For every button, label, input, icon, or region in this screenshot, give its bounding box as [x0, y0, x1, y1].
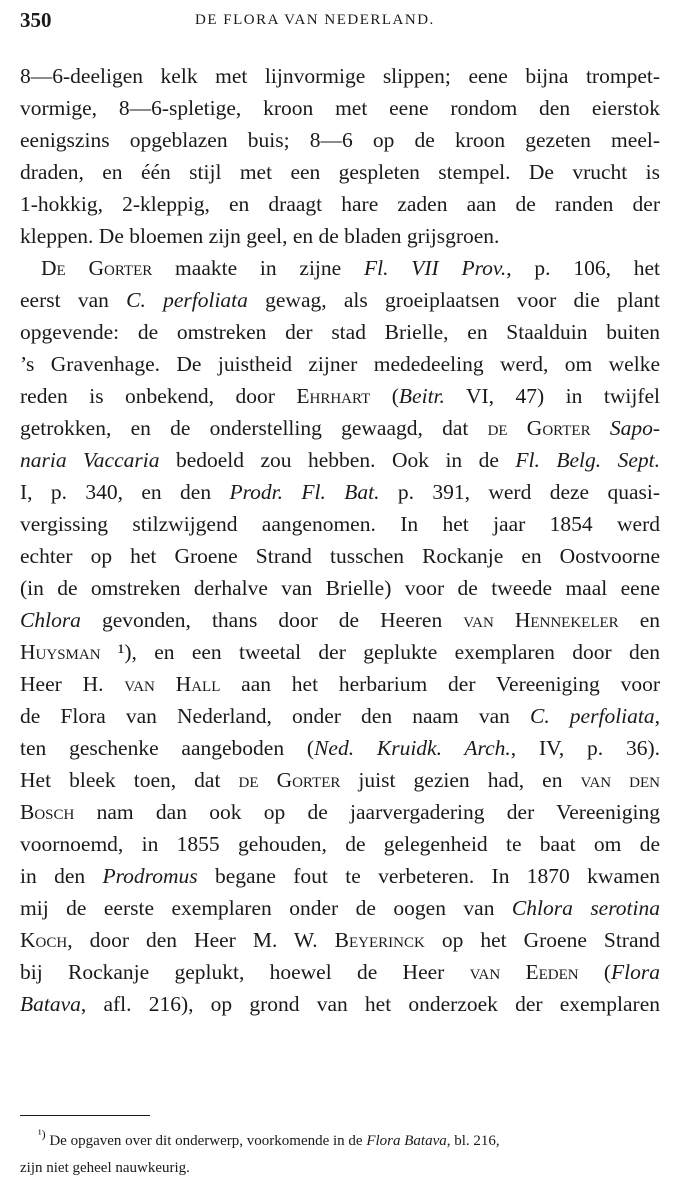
text-segment: (in de omstreken derhalve van Brielle) voor de tweede maal eene	[20, 576, 660, 600]
text-segment: nam dan ook op de jaarvergadering der Vereeniging	[74, 800, 660, 824]
italic-term: Prodromus	[102, 864, 198, 888]
text-segment: kleppen. De bloemen zijn geel, en de bladen grijsgroen.	[20, 224, 500, 248]
text-line	[20, 860, 660, 892]
text-segment: mij de eerste exemplaren onder de oogen van	[20, 896, 512, 920]
italic-term: C. perfoliata	[530, 704, 655, 728]
text-line	[20, 412, 660, 444]
small-caps-name: Koch	[20, 928, 68, 952]
text-line	[20, 124, 660, 156]
small-caps-name: van Eeden	[469, 960, 579, 984]
small-caps-name: Beyerinck	[334, 928, 425, 952]
text-segment: ten geschenke aangeboden (	[20, 736, 315, 760]
text-line	[20, 636, 660, 668]
text-segment: gevonden, thans door de Heeren	[80, 608, 464, 632]
italic-term: Chlora	[20, 608, 81, 632]
small-caps-name: De Gorter	[41, 256, 153, 280]
text-line	[20, 796, 660, 828]
italic-term: Chlora serotina	[511, 896, 660, 920]
small-caps-name: van den	[580, 768, 661, 792]
italic-term: C. perfoliata	[126, 288, 248, 312]
text-line	[20, 60, 660, 92]
text-segment: 1-hokkig, 2-kleppig, en draagt hare zaden aan de randen der	[20, 192, 660, 216]
italic-term: Beitr.	[398, 384, 445, 408]
small-caps-name: van Hall	[124, 672, 221, 696]
text-segment: getrokken, en de onderstelling gewaagd, dat	[20, 416, 488, 440]
text-segment: echter op het Groene Strand tusschen Rockanje en Oostvoorne	[20, 544, 660, 568]
text-line	[20, 572, 660, 604]
text-segment: voornoemd, in 1855 gehouden, de gelegenheid te baat om de	[20, 832, 660, 856]
text-line	[20, 540, 660, 572]
text-segment: maakte in zijne	[152, 256, 364, 280]
text-segment: gewag, als groeiplaatsen voor die plant	[247, 288, 660, 312]
small-caps-name: van Hennekeler	[463, 608, 619, 632]
text-segment: op het Groene Strand	[424, 928, 661, 952]
text-segment: vormige, 8—6-spletige, kroon met eene rondom den eierstok	[20, 96, 660, 120]
small-caps-name: de Gorter	[238, 768, 341, 792]
text-line	[20, 956, 660, 988]
text-segment: en	[618, 608, 660, 632]
text-segment: ,	[654, 704, 660, 728]
text-line	[20, 188, 660, 220]
text-segment: ’s Gravenhage. De juistheid zijner mededeeling werd, om welke	[20, 352, 660, 376]
footnote-marker: ¹)	[38, 1127, 46, 1141]
text-line	[20, 668, 660, 700]
text-line	[20, 444, 660, 476]
text-segment: draden, en één stijl met een gespleten stempel. De vrucht is	[20, 160, 660, 184]
text-segment: begane fout te verbeteren. In 1870 kwamen	[197, 864, 660, 888]
running-title: DE FLORA VAN NEDERLAND.	[195, 12, 435, 28]
small-caps-name: Huysman	[20, 640, 101, 664]
italic-term: Flora	[611, 960, 660, 984]
text-segment: opgevende: de omstreken der stad Brielle, en Staalduin buiten	[20, 320, 660, 344]
text-line	[20, 156, 660, 188]
text-line	[20, 828, 660, 860]
text-segment: VI, 47) in twijfel	[444, 384, 660, 408]
body-text	[20, 60, 660, 1020]
footnote-text: , bl. 216,	[446, 1133, 500, 1149]
text-segment: (	[578, 960, 612, 984]
text-line	[20, 476, 660, 508]
text-segment: juist gezien had, en	[340, 768, 581, 792]
text-line	[20, 764, 660, 796]
text-segment: p. 391, werd deze quasi-	[379, 480, 660, 504]
footnote-separator	[20, 1115, 150, 1116]
text-line	[20, 92, 660, 124]
footnote-line	[20, 1128, 668, 1155]
text-segment: 8—6-deeligen kelk met lijnvormige slippen; eene bijna trompet-	[20, 64, 660, 88]
text-segment: bij Rockanje geplukt, hoewel de Heer	[20, 960, 470, 984]
text-segment: aan het herbarium der Vereeniging voor	[220, 672, 660, 696]
text-segment: ¹), en een tweetal der geplukte exemplaren door den	[100, 640, 660, 664]
italic-term: Batava	[20, 992, 81, 1016]
text-segment: (	[370, 384, 399, 408]
text-segment: Het bleek toen, dat	[20, 768, 239, 792]
text-segment: de Flora van Nederland, onder den naam van	[20, 704, 530, 728]
text-line	[20, 220, 660, 252]
footnote-line	[20, 1155, 668, 1182]
text-line	[20, 316, 660, 348]
text-segment: I, p. 340, en den	[20, 480, 230, 504]
text-segment: , IV, p. 36).	[510, 736, 661, 760]
text-segment: Heer H.	[20, 672, 125, 696]
text-segment: reden is onbekend, door	[20, 384, 297, 408]
italic-term: Prodr. Fl. Bat.	[229, 480, 380, 504]
text-segment: , afl. 216), op grond van het onderzoek der exemplaren	[80, 992, 660, 1016]
text-segment: eenigszins opgeblazen buis; 8—6 op de kroon gezeten meel-	[20, 128, 660, 152]
italic-term: naria Vaccaria	[20, 448, 160, 472]
text-segment: , door den Heer M. W.	[67, 928, 335, 952]
italic-term: Fl. Belg. Sept.	[515, 448, 660, 472]
page-number: 350	[20, 8, 52, 32]
text-segment: in den	[20, 864, 103, 888]
footnotes	[20, 1128, 668, 1182]
footnote-text: zijn niet geheel nauwkeurig.	[20, 1160, 190, 1176]
small-caps-name: de Gorter	[487, 416, 591, 440]
text-line	[20, 604, 660, 636]
italic-term: Sapo-	[609, 416, 660, 440]
text-line	[20, 988, 660, 1020]
text-line	[20, 252, 660, 284]
small-caps-name: Bosch	[20, 800, 75, 824]
italic-term: Fl. VII Prov.	[363, 256, 507, 280]
footnote-italic-title: Flora Batava	[366, 1133, 447, 1149]
text-line	[20, 924, 660, 956]
text-line	[20, 892, 660, 924]
footnote-text: De opgaven over dit onderwerp, voorkomende in de	[49, 1133, 367, 1149]
text-segment: bedoeld zou hebben. Ook in de	[159, 448, 516, 472]
text-line	[20, 700, 660, 732]
text-line	[20, 732, 660, 764]
text-segment: eerst van	[20, 288, 127, 312]
text-segment	[591, 416, 610, 440]
text-line	[20, 284, 660, 316]
text-line	[20, 380, 660, 412]
text-line	[20, 508, 660, 540]
small-caps-name: Ehrhart	[296, 384, 371, 408]
running-head	[20, 8, 658, 38]
text-line	[20, 348, 660, 380]
text-segment: , p. 106, het	[506, 256, 661, 280]
text-segment: vergissing stilzwijgend aangenomen. In het jaar 1854 werd	[20, 512, 660, 536]
italic-term: Ned. Kruidk. Arch.	[314, 736, 511, 760]
